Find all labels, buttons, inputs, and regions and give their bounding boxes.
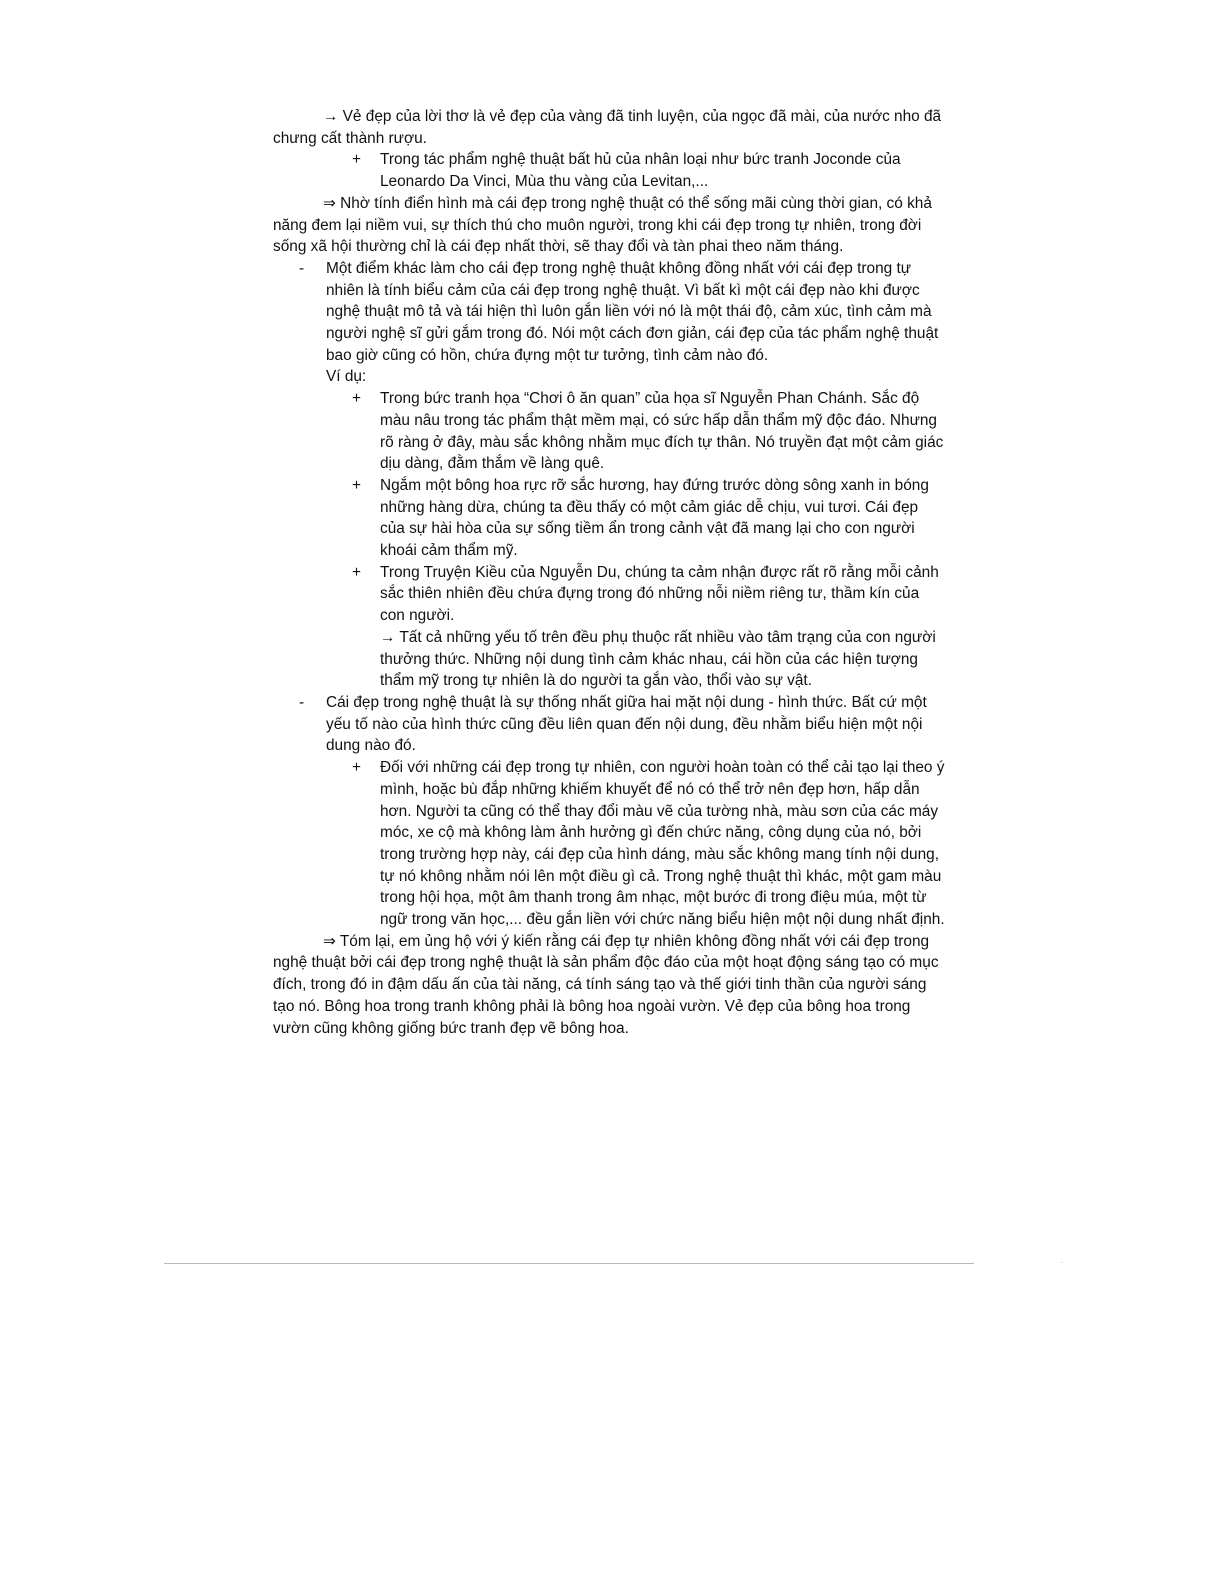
dash-item-content-form-unity xyxy=(273,692,947,757)
arrow-paragraph-mood: → Tất cả những yếu tố trên đều phụ thuộc rất nhiều vào tâm trạng của con người thưởng thức. Những nội dung tình cảm khác nhau, cái hồn của các hiện tượng thẩm mỹ trong tự nhiên là do người ta gắn vào, thổi vào sự vật. xyxy=(380,628,936,690)
plus-bullet: + xyxy=(352,563,361,581)
plus-bullet: + xyxy=(352,390,361,408)
footer-divider xyxy=(164,1263,974,1264)
conclusion-paragraph-summary: ⇒ Tóm lại, em ủng hộ với ý kiến rằng cái đẹp tự nhiên không đồng nhất với cái đẹp trong nghệ thuật bởi cái đẹp trong nghệ thuật là sản phẩm độc đáo của một hoạt động sáng tạo có mục đích, trong đó in đậm dấu ấn của tài năng, cá tính sáng tạo và thế giới tinh thần của người sáng tạo nó. Bông hoa trong tranh không phải là bông hoa ngoài vườn. Vẻ đẹp của bông hoa trong vườn cũng không giống bức tranh đẹp vẽ bông hoa. xyxy=(273,932,939,1037)
plus-item-text: Trong tác phẩm nghệ thuật bất hủ của nhân loại như bức tranh Joconde của Leonardo Da Vinci, Mùa thu vàng của Levitan,... xyxy=(380,151,901,191)
document-body xyxy=(273,106,947,1039)
dash-item-expressiveness xyxy=(273,258,947,367)
dash-item-text: Một điểm khác làm cho cái đẹp trong nghệ thuật không đồng nhất với cái đẹp trong tự nhiên là tính biểu cảm của cái đẹp trong nghệ thuật. Vì bất kì một cái đẹp nào khi được nghệ thuật mô tả và tái hiện thì luôn gắn liền với nó là một thái độ, cảm xúc, tình cảm mà người nghệ sĩ gửi gắm trong đó. Nói một cách đơn giản, cái đẹp của tác phẩm nghệ thuật bao giờ cũng có hồn, chứa đựng một tư tưởng, tình cảm nào đó. xyxy=(326,259,939,364)
plus-item-masterpieces xyxy=(273,149,947,192)
plus-item-text: Ngắm một bông hoa rực rỡ sắc hương, hay đứng trước dòng sông xanh in bóng những hàng dừa, chúng ta đều thấy có một cảm giác dễ chịu, vui tươi. Cái đẹp của sự hài hòa của sự sống tiềm ẩn trong cảnh vật đã mang lại cho con người khoái cảm thẩm mỹ. xyxy=(380,476,929,560)
dash-bullet: - xyxy=(299,693,305,711)
plus-bullet: + xyxy=(352,759,361,777)
plus-item-text: Đối với những cái đẹp trong tự nhiên, con người hoàn toàn có thể cải tạo lại theo ý mình, hoặc bù đắp những khiếm khuyết để nó có thể trở nên đẹp hơn, hấp dẫn hơn. Người ta cũng có thể thay đổi màu vẽ của tường nhà, màu sơn của các máy móc, xe cộ mà không làm ảnh hưởng gì đến chức năng, công dụng của nó, bởi trong trường hợp này, cái đẹp của hình dáng, màu sắc không mang tính nội dung, tự nó không nhằm nói lên một điều gì cả. Trong nghệ thuật thì khác, một gam màu trong hội họa, một âm thanh trong âm nhạc, một bước đi trong điệu múa, một từ ngữ trong văn học,... đều gắn liền với chức năng biểu hiện một nội dung nhất định. xyxy=(380,759,945,929)
dash-bullet: - xyxy=(299,259,305,277)
example-label: Ví dụ: xyxy=(326,368,367,386)
plus-item-text: Trong bức tranh họa “Chơi ô ăn quan” của họa sĩ Nguyễn Phan Chánh. Sắc độ màu nâu trong tác phẩm thật mềm mại, có sức hấp dẫn thẩm mỹ độc đáo. Nhưng rõ ràng ở đây, màu sắc không nhằm mục đích tự thân. Nó truyền đạt một cảm giác dịu dàng, đằm thắm về làng quê. xyxy=(380,390,944,473)
arrow-paragraph-poetry-beauty: → Vẻ đẹp của lời thơ là vẻ đẹp của vàng đã tinh luyện, của ngọc đã mài, của nước nho đã chưng cất thành rượu. xyxy=(273,108,942,147)
plus-bullet: + xyxy=(352,151,361,169)
conclusion-paragraph-typicality: ⇒ Nhờ tính điển hình mà cái đẹp trong nghệ thuật có thể sống mãi cùng thời gian, có khả năng đem lại niềm vui, sự thích thú cho muôn người, trong khi cái đẹp trong tự nhiên, trong đời sống xã hội thường chỉ là cái đẹp nhất thời, sẽ thay đổi và tàn phai theo năm tháng. xyxy=(273,194,932,256)
plus-item-painting-example xyxy=(273,388,947,475)
plus-item-text: Trong Truyện Kiều của Nguyễn Du, chúng ta cảm nhận được rất rõ rằng mỗi cảnh sắc thiên nhiên đều chứa đựng trong đó những nỗi niềm riêng tư, thầm kín của con người. xyxy=(380,563,939,625)
plus-item-flower-river-example xyxy=(273,475,947,562)
dash-item-text: Cái đẹp trong nghệ thuật là sự thống nhất giữa hai mặt nội dung - hình thức. Bất cứ một yếu tố nào của hình thức cũng đều liên quan đến nội dung, đều nhằm biểu hiện một nội dung nào đó. xyxy=(326,693,927,755)
page-artifact-mark xyxy=(1061,1262,1063,1263)
plus-bullet: + xyxy=(352,476,361,494)
plus-item-truyen-kieu-example xyxy=(273,562,947,627)
plus-item-nature-vs-art xyxy=(273,757,947,931)
